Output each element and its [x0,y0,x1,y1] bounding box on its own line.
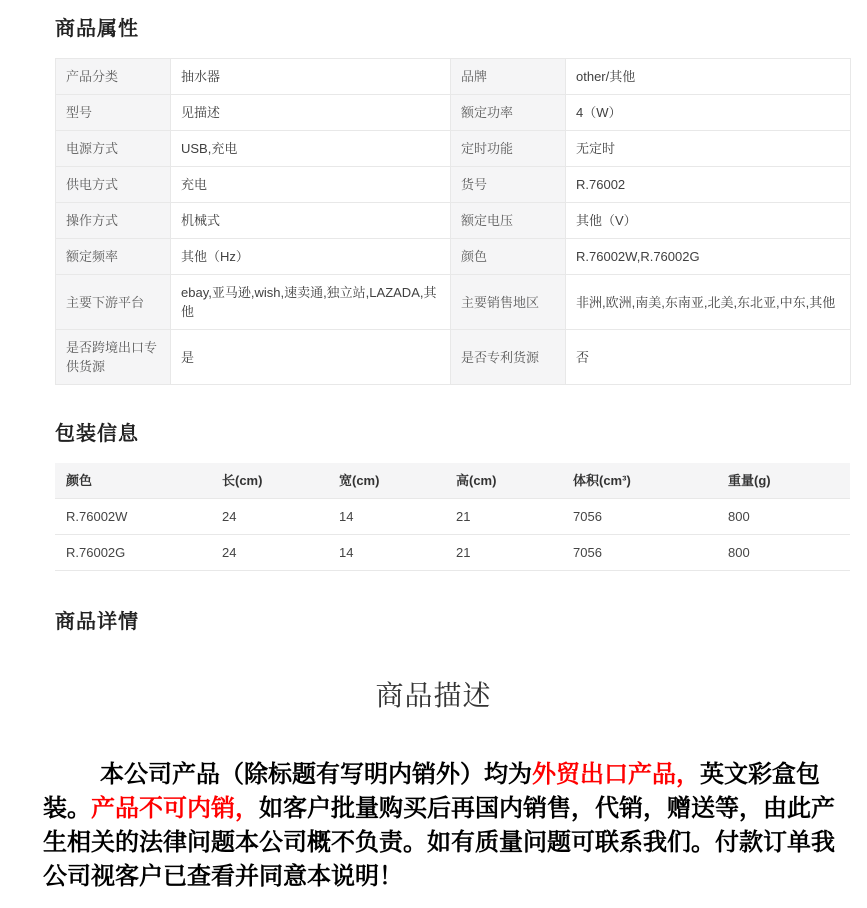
packaging-row [55,535,850,571]
packaging-table [55,463,850,571]
attr-label: 主要销售地区 [451,275,566,330]
attribute-row [56,95,851,131]
attr-value: R.76002 [566,167,851,203]
attr-label: 货号 [451,167,566,203]
packaging-header-cell: 长(cm) [211,463,328,499]
attribute-row [56,239,851,275]
attribute-row [56,330,851,385]
attr-value: 否 [566,330,851,385]
attr-label: 额定频率 [56,239,171,275]
attr-label: 额定电压 [451,203,566,239]
attr-value: 见描述 [171,95,451,131]
attributes-section-title: 商品属性 [55,18,139,40]
packaging-header-cell: 高(cm) [445,463,562,499]
packaging-header-row [55,463,850,499]
packaging-cell: 800 [717,499,850,535]
description-paragraph [43,758,837,894]
attr-label: 型号 [56,95,171,131]
attr-label: 供电方式 [56,167,171,203]
highlighted-text: 产品不可内销， [91,795,259,822]
packaging-cell: R.76002G [55,535,211,571]
attr-value: other/其他 [566,59,851,95]
attribute-row [56,131,851,167]
packaging-row [55,499,850,535]
attr-value: R.76002W,R.76002G [566,239,851,275]
packaging-cell: 24 [211,499,328,535]
attribute-row [56,59,851,95]
section-spacer [0,385,867,417]
paragraph-text: 如客户批量购买后再国内销售，代销，赠送等，由此产生相关的法律问题本公司概不负责。如有质量问题可联系我们。付款订单我公司视客户已查看并同意本说明！ [43,795,835,890]
attr-label: 颜色 [451,239,566,275]
packaging-header-cell: 颜色 [55,463,211,499]
packaging-cell: 14 [328,535,445,571]
attr-value: USB,充电 [171,131,451,167]
attr-label: 是否专利货源 [451,330,566,385]
attr-value: 其他（Hz） [171,239,451,275]
attr-value: ebay,亚马逊,wish,速卖通,独立站,LAZADA,其他 [171,275,451,330]
attribute-row [56,167,851,203]
packaging-header-cell: 宽(cm) [328,463,445,499]
packaging-cell: 7056 [562,499,717,535]
packaging-cell: 14 [328,499,445,535]
packaging-header-cell: 体积(cm³) [562,463,717,499]
attribute-row [56,275,851,330]
attr-value: 其他（V） [566,203,851,239]
packaging-cell: 21 [445,535,562,571]
attr-label: 操作方式 [56,203,171,239]
attr-value: 机械式 [171,203,451,239]
attr-label: 主要下游平台 [56,275,171,330]
attr-value: 抽水器 [171,59,451,95]
attr-value: 无定时 [566,131,851,167]
attr-label: 产品分类 [56,59,171,95]
attribute-row [56,203,851,239]
packaging-header-cell: 重量(g) [717,463,850,499]
attr-value: 4（W） [566,95,851,131]
attr-label: 定时功能 [451,131,566,167]
attr-label: 电源方式 [56,131,171,167]
packaging-cell: 7056 [562,535,717,571]
paragraph-text: 英文彩盒包装。 [43,761,820,822]
packaging-cell: 21 [445,499,562,535]
packaging-cell: 800 [717,535,850,571]
attr-label: 品牌 [451,59,566,95]
details-section-title: 商品详情 [55,611,139,633]
packaging-cell: R.76002W [55,499,211,535]
paragraph-text: 本公司产品（除标题有写明内销外）均为 [100,761,532,788]
attr-label: 额定功率 [451,95,566,131]
attr-value: 是 [171,330,451,385]
description-heading: 商品描述 [375,680,492,711]
section-spacer [0,571,867,605]
highlighted-text: 外贸出口产品， [532,761,700,788]
packaging-cell: 24 [211,535,328,571]
attr-label: 是否跨境出口专供货源 [56,330,171,385]
attr-value: 充电 [171,167,451,203]
attr-value: 非洲,欧洲,南美,东南亚,北美,东北亚,中东,其他 [566,275,851,330]
packaging-section-title: 包装信息 [55,423,139,445]
attributes-table [55,58,851,385]
